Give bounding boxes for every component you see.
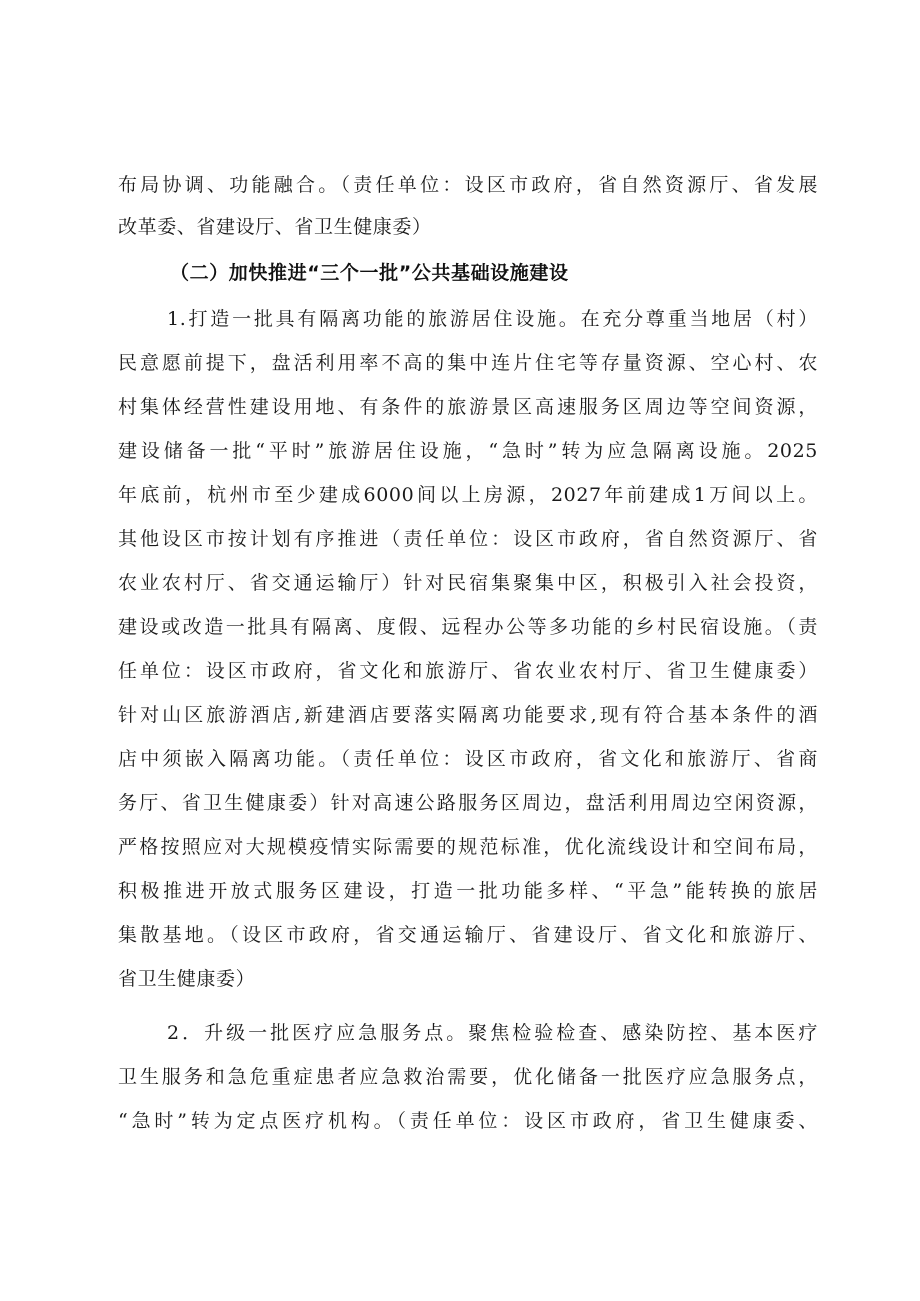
paragraph-line: 村集体经营性建设用地、有条件的旅游景区高速服务区周边等空间资源， <box>118 396 818 418</box>
paragraph-line: 省卫生健康委） <box>118 968 256 990</box>
paragraph-line: 店中须嵌入隔离功能。（责任单位：设区市政府，省文化和旅游厅、省商 <box>118 748 818 770</box>
paragraph-line: 严格按照应对大规模疫情实际需要的规范标准，优化流线设计和空间布局， <box>118 836 818 858</box>
paragraph-line: “急时”转为定点医疗机构。（责任单位：设区市政府，省卫生健康委、 <box>118 1110 818 1132</box>
section-heading: （二）加快推进“三个一批”公共基础设施建设 <box>170 262 569 284</box>
paragraph-line: 1.打造一批具有隔离功能的旅游居住设施。在充分尊重当地居（村） <box>167 308 818 330</box>
paragraph-line: 建设储备一批“平时”旅游居住设施，“急时”转为应急隔离设施。2025 <box>118 440 818 462</box>
paragraph-line: 积极推进开放式服务区建设，打造一批功能多样、“平急”能转换的旅居 <box>118 880 818 902</box>
paragraph-line: 改革委、省建设厅、省卫生健康委） <box>118 216 432 238</box>
paragraph-line: 针对山区旅游酒店,新建酒店要落实隔离功能要求,现有符合基本条件的酒 <box>118 704 818 726</box>
paragraph-line: 任单位：设区市政府，省文化和旅游厅、省农业农村厅、省卫生健康委） <box>118 660 818 682</box>
paragraph-line: 农业农村厅、省交通运输厅）针对民宿集聚集中区，积极引入社会投资， <box>118 572 818 594</box>
paragraph-line: 2．升级一批医疗应急服务点。聚焦检验检查、感染防控、基本医疗 <box>167 1022 818 1044</box>
paragraph-line: 民意愿前提下，盘活利用率不高的集中连片住宅等存量资源、空心村、农 <box>118 352 818 374</box>
paragraph-line: 年底前，杭州市至少建成6000间以上房源，2027年前建成1万间以上。 <box>118 484 818 506</box>
paragraph-line: 布局协调、功能融合。（责任单位：设区市政府，省自然资源厅、省发展 <box>118 174 818 196</box>
paragraph-line: 卫生服务和急危重症患者应急救治需要，优化储备一批医疗应急服务点， <box>118 1066 818 1088</box>
paragraph-line: 务厅、省卫生健康委）针对高速公路服务区周边，盘活利用周边空闲资源， <box>118 792 818 814</box>
paragraph-line: 集散基地。（设区市政府，省交通运输厅、省建设厅、省文化和旅游厅、 <box>118 924 818 946</box>
paragraph-line: 其他设区市按计划有序推进（责任单位：设区市政府，省自然资源厅、省 <box>118 528 818 550</box>
paragraph-line: 建设或改造一批具有隔离、度假、远程办公等多功能的乡村民宿设施。（责 <box>118 616 818 638</box>
